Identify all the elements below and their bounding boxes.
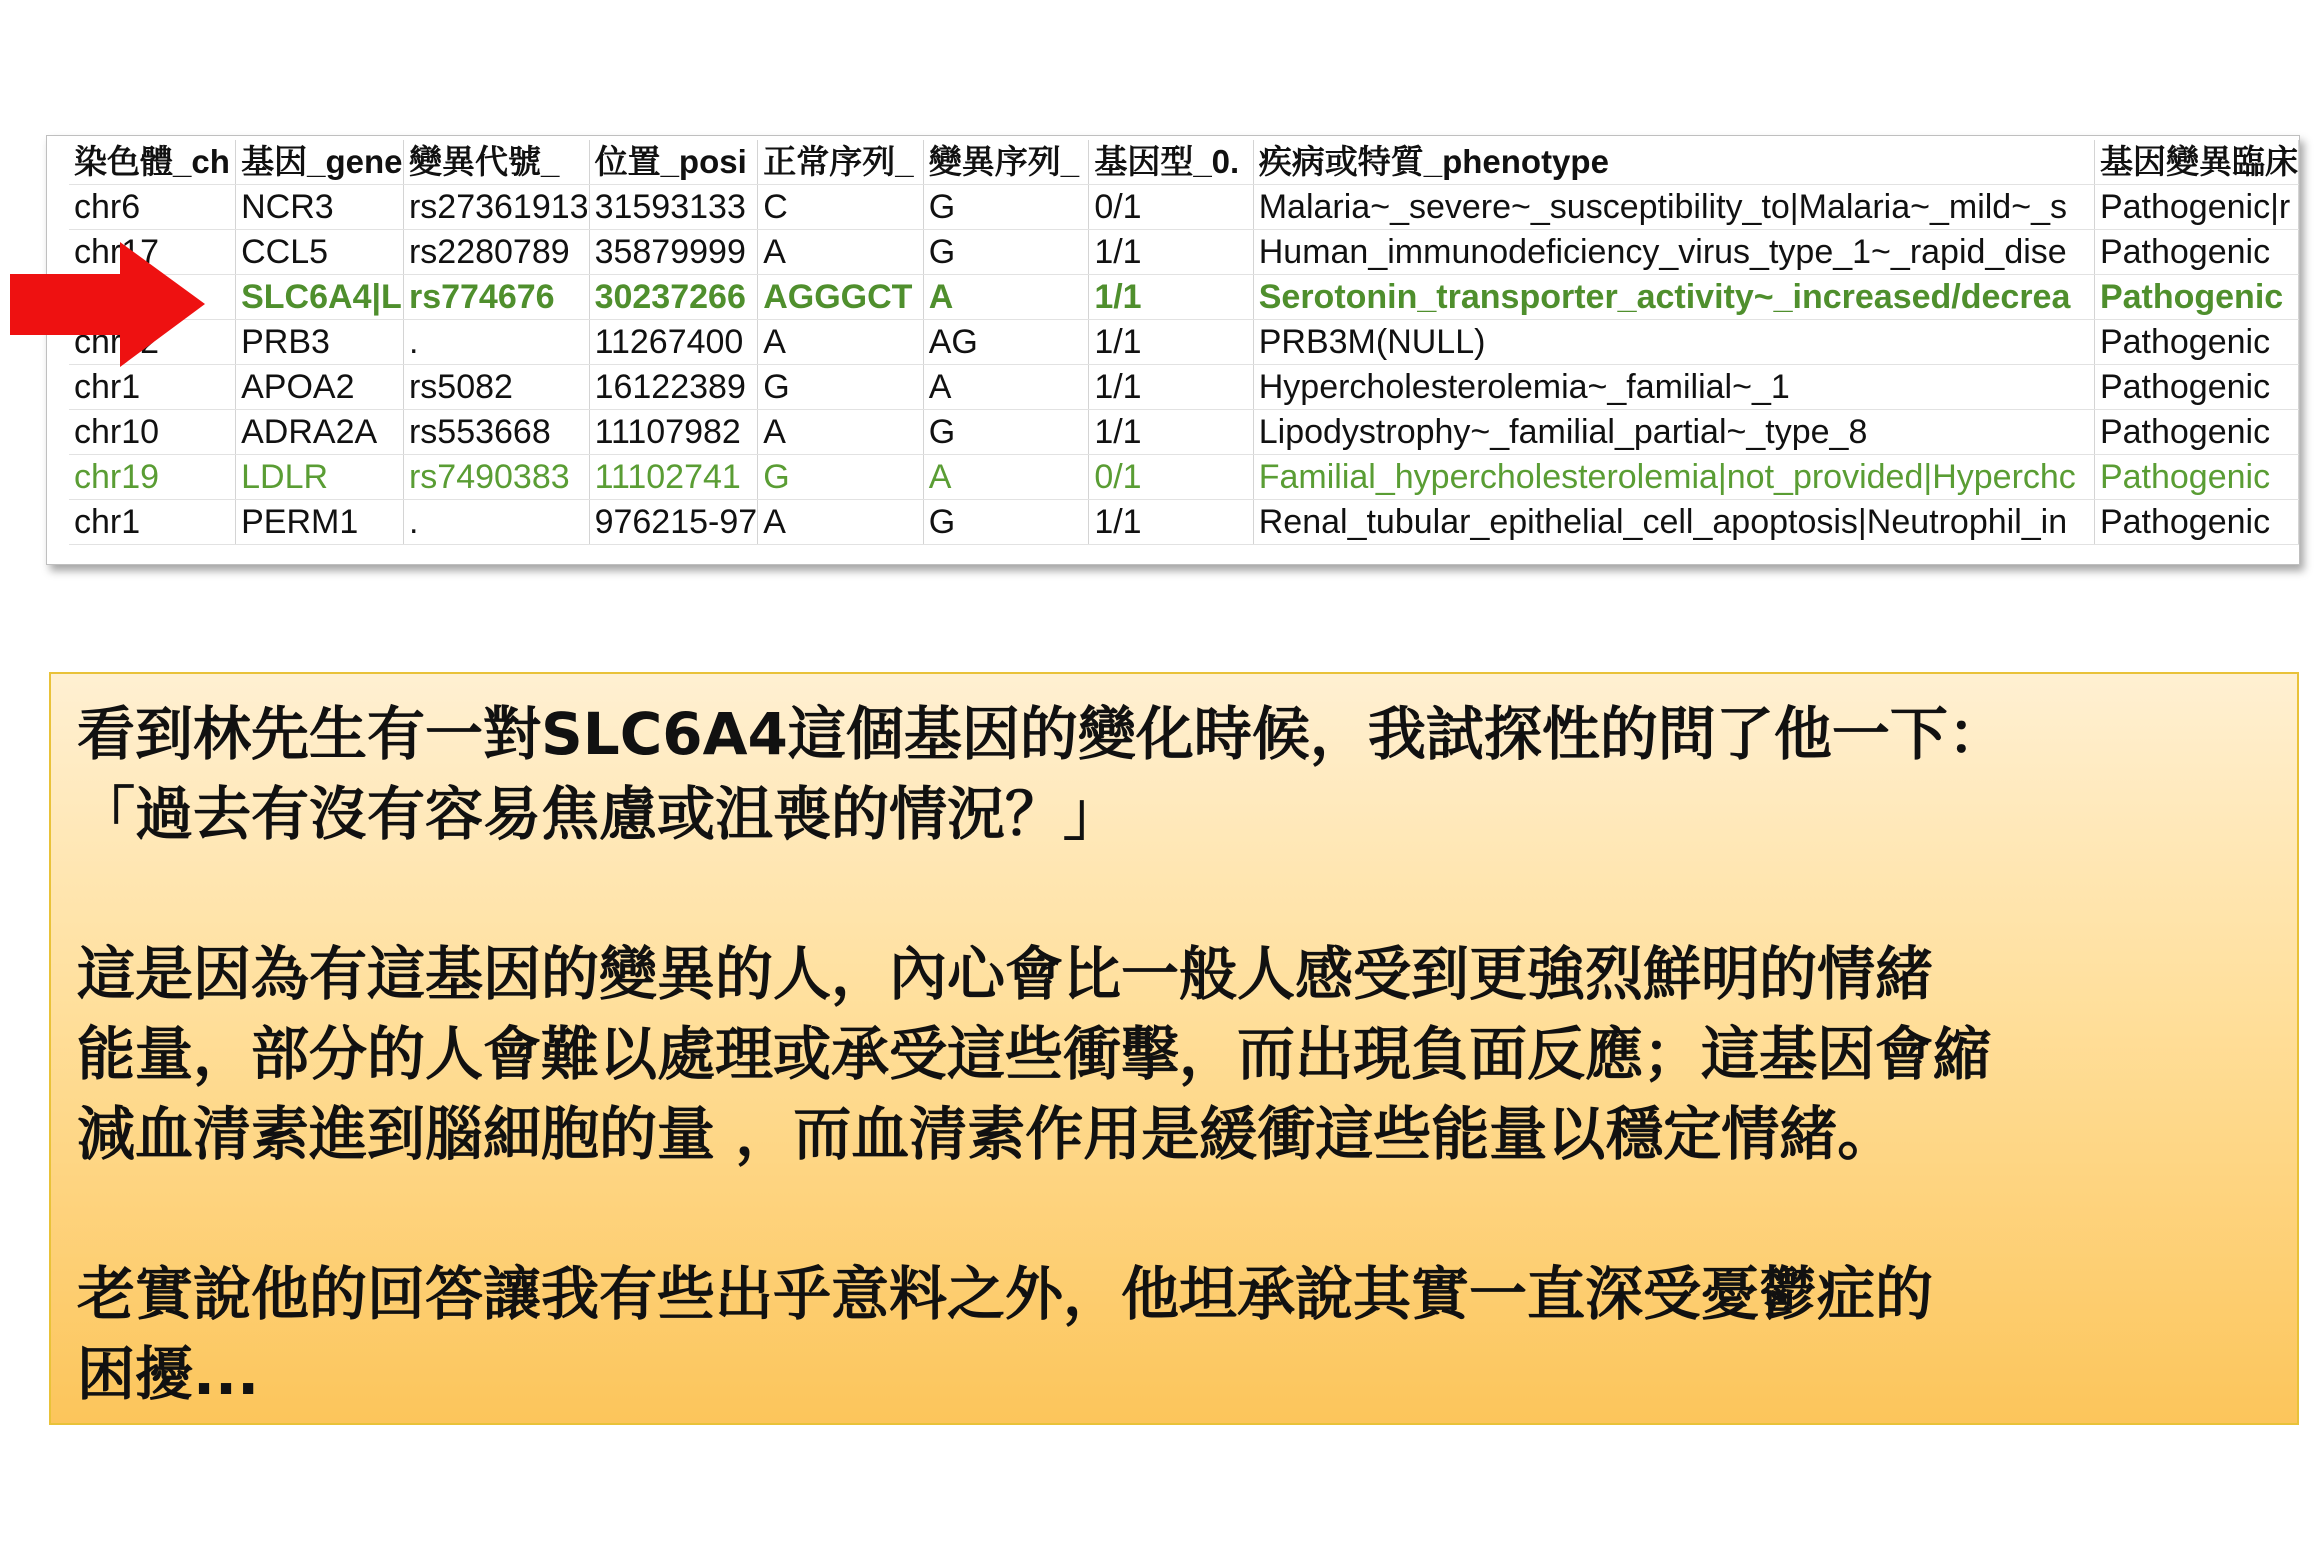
header-cell: 正常序列_: [758, 140, 924, 185]
table-row: [69, 500, 2299, 545]
spreadsheet-excerpt: [46, 135, 2300, 565]
table-cell: rs774676: [403, 275, 589, 320]
table-cell: CCL5: [236, 230, 404, 275]
table-cell: chr1: [69, 500, 236, 545]
table-cell: G: [923, 230, 1089, 275]
table-cell: Human_immunodeficiency_virus_type_1~_rapid_dise: [1253, 230, 2094, 275]
table-cell: 1/1: [1089, 320, 1253, 365]
header-cell: 基因_gene: [236, 140, 404, 185]
table-cell: chr10: [69, 410, 236, 455]
table-cell: Lipodystrophy~_familial_partial~_type_8: [1253, 410, 2094, 455]
note-paragraph: 看到林先生有一對SLC6A4這個基因的變化時候，我試探性的問了他一下： 「過去有沒有容易焦慮或沮喪的情況？」: [77, 700, 2006, 848]
table-cell: chr19: [69, 455, 236, 500]
table-cell: chr6: [69, 185, 236, 230]
table-cell: G: [758, 455, 924, 500]
table-cell: A: [758, 410, 924, 455]
table-cell: NCR3: [236, 185, 404, 230]
table-cell: 11267400: [589, 320, 758, 365]
table-cell: PERM1: [236, 500, 404, 545]
table-cell: A: [923, 275, 1089, 320]
arrow-shape: [10, 242, 205, 367]
table-cell: LDLR: [236, 455, 404, 500]
table-cell: AG: [923, 320, 1089, 365]
table-cell: ADRA2A: [236, 410, 404, 455]
table-cell: 11102741: [589, 455, 758, 500]
header-cell: 染色體_ch: [69, 140, 236, 185]
table-cell: 1/1: [1089, 230, 1253, 275]
header-cell: 變異序列_: [923, 140, 1089, 185]
table-row: [69, 365, 2299, 410]
table-cell: .: [403, 320, 589, 365]
table-cell: 1/1: [1089, 365, 1253, 410]
table-row: [69, 230, 2299, 275]
table-cell: 1/1: [1089, 410, 1253, 455]
table-cell: 31593133: [589, 185, 758, 230]
table-cell: A: [758, 230, 924, 275]
table-cell: rs27361913: [403, 185, 589, 230]
table-cell: Renal_tubular_epithelial_cell_apoptosis|Neutrophil_in: [1253, 500, 2094, 545]
table-cell: C: [758, 185, 924, 230]
table-cell: 30237266: [589, 275, 758, 320]
table-cell: rs2280789: [403, 230, 589, 275]
note-paragraph: 這是因為有這基因的變異的人，內心會比一般人感受到更強烈鮮明的情緒 能量，部分的人會難以處理或承受這些衝擊，而出現負面反應；這基因會縮 減血清素進到腦細胞的量 ，而血清素作用是緩衝這些能量以穩定情緒。: [77, 940, 1992, 1168]
table-row-highlighted: [69, 275, 2299, 320]
table-cell: Familial_hypercholesterolemia|not_provided|Hyperchc: [1253, 455, 2094, 500]
table-cell: G: [758, 365, 924, 410]
table-row: [69, 320, 2299, 365]
table-header-row: [69, 140, 2299, 185]
table-cell: SLC6A4|L: [236, 275, 404, 320]
header-cell: 基因變異臨床: [2094, 140, 2298, 185]
table-cell: APOA2: [236, 365, 404, 410]
table-cell: Pathogenic: [2094, 455, 2298, 500]
table-cell: Pathogenic: [2094, 365, 2298, 410]
table-cell: Hypercholesterolemia~_familial~_1: [1253, 365, 2094, 410]
header-cell: 位置_posi: [589, 140, 758, 185]
table-cell: 976215-97: [589, 500, 758, 545]
header-cell: 疾病或特質_phenotype: [1253, 140, 2094, 185]
table-cell: Pathogenic: [2094, 320, 2298, 365]
header-cell: 變異代號_: [403, 140, 589, 185]
table-cell: Malaria~_severe~_susceptibility_to|Malaria~_mild~_s: [1253, 185, 2094, 230]
table-cell: 16122389: [589, 365, 758, 410]
variant-table: [69, 140, 2299, 545]
header-cell: 基因型_0.: [1089, 140, 1253, 185]
table-cell: rs553668: [403, 410, 589, 455]
table-cell: AGGGCT: [758, 275, 924, 320]
table-cell: A: [758, 320, 924, 365]
table-cell: Serotonin_transporter_activity~_increased/decrea: [1253, 275, 2094, 320]
table-cell: PRB3M(NULL): [1253, 320, 2094, 365]
table-row: [69, 185, 2299, 230]
right-arrow-icon: [10, 242, 205, 367]
table-cell: chr1: [69, 365, 236, 410]
table-cell: chr17: [69, 230, 236, 275]
table-cell: .: [403, 500, 589, 545]
table-cell: Pathogenic: [2094, 410, 2298, 455]
table-row-green: [69, 455, 2299, 500]
table-cell: 0/1: [1089, 455, 1253, 500]
table-cell: rs5082: [403, 365, 589, 410]
table-cell: Pathogenic: [2094, 275, 2298, 320]
table-cell: A: [923, 365, 1089, 410]
table-cell: A: [758, 500, 924, 545]
table-cell: 0/1: [1089, 185, 1253, 230]
table-cell: 1/1: [1089, 500, 1253, 545]
table-cell: G: [923, 410, 1089, 455]
table-cell: rs7490383: [403, 455, 589, 500]
table-cell: Pathogenic: [2094, 230, 2298, 275]
note-paragraph: 老實說他的回答讓我有些出乎意料之外，他坦承說其實一直深受憂鬱症的 困擾...: [77, 1260, 1934, 1408]
table-cell: A: [923, 455, 1089, 500]
note-box: [49, 672, 2299, 1425]
table-cell: 11107982: [589, 410, 758, 455]
table-cell: PRB3: [236, 320, 404, 365]
table-row: [69, 410, 2299, 455]
table-cell: Pathogenic: [2094, 500, 2298, 545]
table-cell: Pathogenic|r: [2094, 185, 2298, 230]
table-cell: 1/1: [1089, 275, 1253, 320]
table-cell: chr12: [69, 320, 236, 365]
table-cell: 35879999: [589, 230, 758, 275]
table-cell: G: [923, 185, 1089, 230]
table-cell: G: [923, 500, 1089, 545]
